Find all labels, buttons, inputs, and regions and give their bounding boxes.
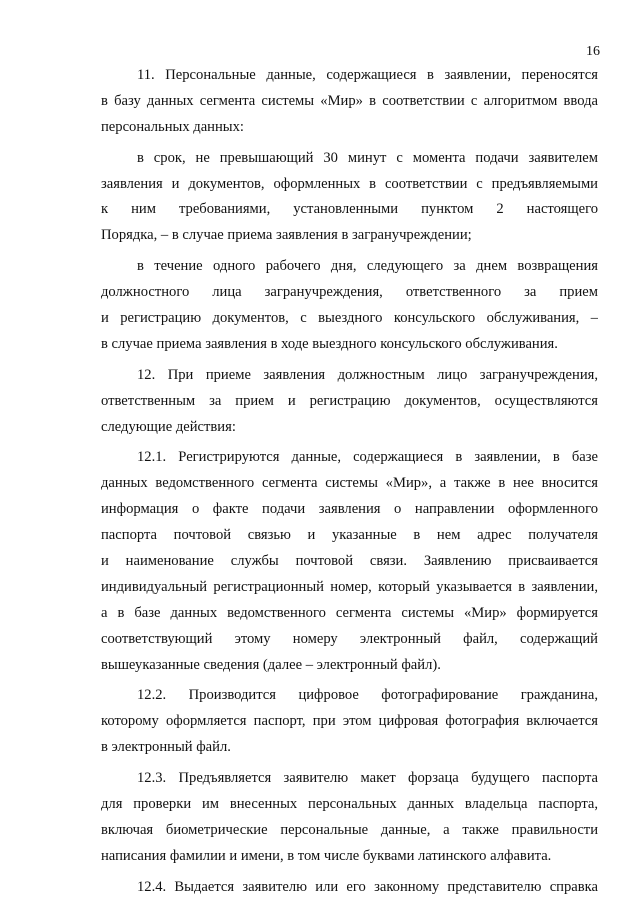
text-line: а в базе данных ведомственного сегмента системы «Мир» формируется [101,604,598,621]
text-line: следующие действия: [101,418,236,435]
text-line: данных ведомственного сегмента системы «Мир», а также в нее вносится [101,475,598,492]
text-line: в срок, не превышающий 30 минут с момента подачи заявителем [137,149,598,166]
paragraph-11-term-1 [101,146,598,250]
text-line: 12.4. Выдается заявителю или его законному представителю справка [137,878,598,895]
text-line: паспорта почтовой связью и указанные в нем адрес получателя [101,527,598,544]
text-line: в случае приема заявления в ходе выездного консульского обслуживания. [101,335,558,352]
text-line: 12.2. Производится цифровое фотографирование гражданина, [137,687,598,704]
text-line: вышеуказанные сведения (далее – электронный файл). [101,656,441,673]
paragraph-12-2 [101,683,598,761]
paragraph-12-4 [101,875,598,901]
paragraph-12-1 [101,445,598,678]
text-line: в электронный файл. [101,739,231,756]
page-number: 16 [586,44,600,59]
text-line: для проверки им внесенных персональных данных владельца паспорта, [101,796,598,813]
text-line: индивидуальный регистрационный номер, который указывается в заявлении, [101,578,598,595]
text-line: персональных данных: [101,118,244,135]
text-line: должностного лица загранучреждения, ответственного за прием [101,284,598,301]
paragraph-12-3 [101,766,598,870]
text-line: 12. При приеме заявления должностным лицо загранучреждения, [137,366,598,383]
text-line: включая биометрические персональные данные, а также правильности [101,821,598,838]
document-body [101,63,598,906]
text-line: 12.1. Регистрируются данные, содержащиеся в заявлении, в базе [137,449,598,466]
text-line: в базу данных сегмента системы «Мир» в соответствии с алгоритмом ввода [101,92,598,109]
paragraph-11 [101,63,598,141]
text-line: которому оформляется паспорт, при этом цифровая фотография включается [101,713,598,730]
text-line: 11. Персональные данные, содержащиеся в заявлении, переносятся [137,67,598,83]
text-line: 12.3. Предъявляется заявителю макет форзаца будущего паспорта [137,770,598,787]
text-line: соответствующий этому номеру электронный файл, содержащий [101,630,598,647]
text-line: ответственным за прием и регистрацию документов, осуществляются [101,392,598,409]
text-line: и регистрацию документов, с выездного консульского обслуживания, – [101,310,598,327]
text-line: информация о факте подачи заявления о направлении оформленного [101,501,598,518]
text-line: написания фамилии и имени, в том числе буквами латинского алфавита. [101,847,552,864]
text-line: и наименование службы почтовой связи. Заявлению присваивается [101,553,598,570]
text-line: заявления и документов, оформленных в соответствии с предъявляемыми [101,175,598,192]
text-line: в течение одного рабочего дня, следующего за днем возвращения [137,258,598,275]
text-line: Порядка, – в случае приема заявления в загранучреждении; [101,227,472,244]
paragraph-12 [101,363,598,441]
text-line: к ним требованиями, установленными пунктом 2 настоящего [101,201,598,218]
paragraph-11-term-2 [101,254,598,358]
